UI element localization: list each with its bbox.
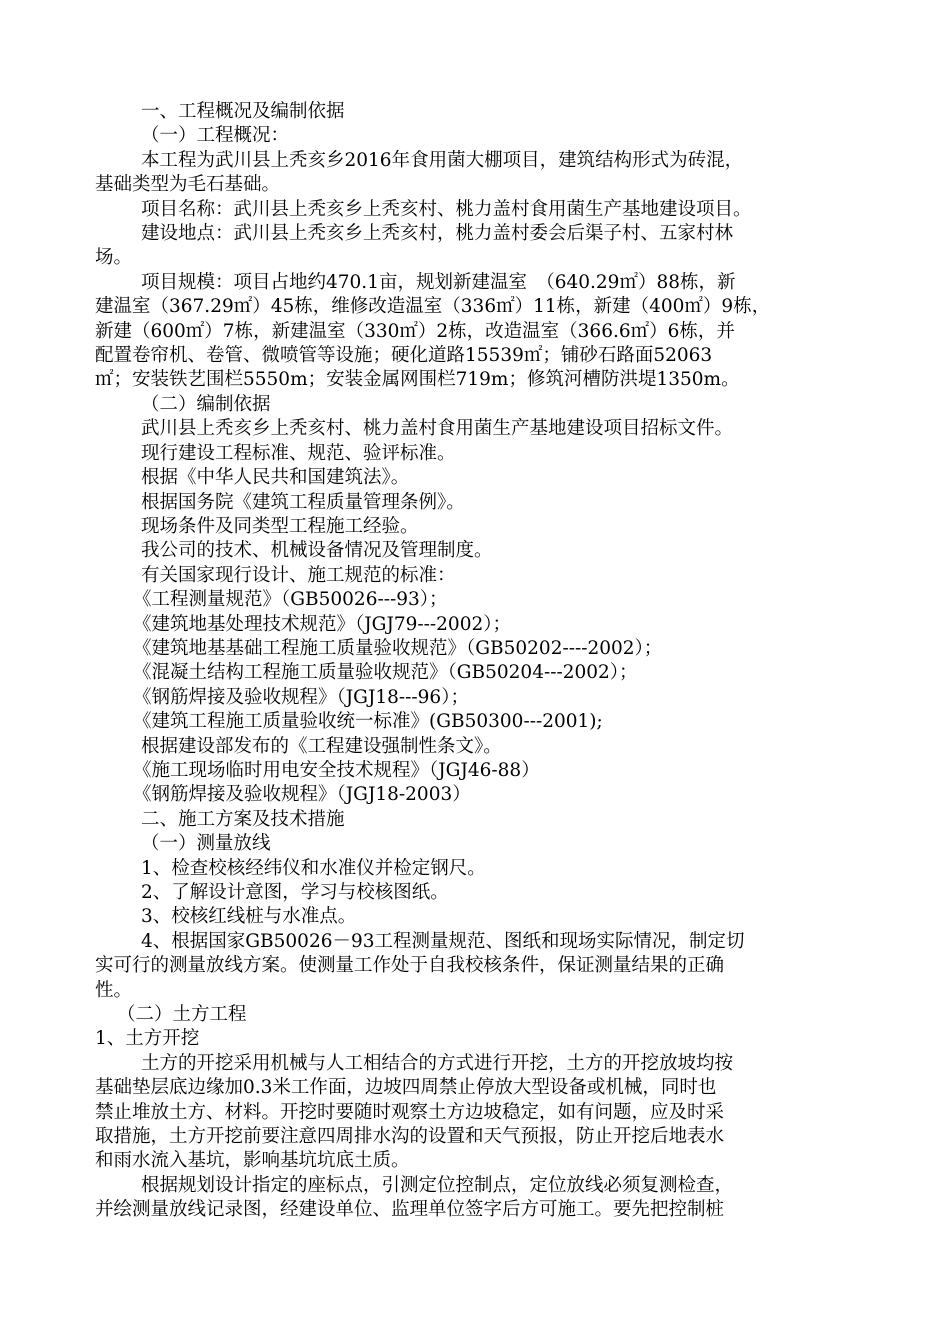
text-line: （一）工程概况： — [141, 125, 290, 147]
text-line: 《钢筋焊接及验收规程》（JGJ18---96）； — [133, 686, 469, 708]
text-line: 有关国家现行设计、施工规范的标准： — [141, 564, 456, 586]
text-line: 实可行的测量放线方案。使测量工作处于自我校核条件，保证测量结果的正确 — [95, 955, 725, 977]
text-line: 项目规模：项目占地约470.1亩，规划新建温室 （640.29㎡）88栋，新 — [141, 271, 736, 293]
text-line: （一）测量放线 — [141, 833, 271, 855]
text-line: 项目名称：武川县上秃亥乡上秃亥村、桃力盖村食用菌生产基地建设项目。 — [141, 198, 752, 220]
text-line: 《钢筋焊接及验收规程》（JGJ18-2003） — [133, 784, 471, 806]
text-line: ㎡；安装铁艺围栏5550m；安装金属网围栏719m；修筑河槽防洪堤1350m。 — [95, 369, 740, 391]
text-line: 本工程为武川县上秃亥乡2016年食用菌大棚项目，建筑结构形式为砖混， — [141, 149, 744, 171]
text-line: 土方的开挖采用机械与人工相结合的方式进行开挖，土方的开挖放坡均按 — [141, 1052, 734, 1074]
text-line: 和雨水流入基坑，影响基坑坑底土质。 — [95, 1150, 410, 1172]
text-line: 《建筑地基处理技术规范》（JGJ79---2002）； — [133, 613, 511, 635]
text-line: 并绘测量放线记录图，经建设单位、监理单位签字后方可施工。要先把控制桩 — [95, 1199, 725, 1221]
text-line: 《施工现场临时用电安全技术规程》（JGJ46-88） — [133, 759, 540, 781]
text-line: 1、检查校核经纬仪和水准仪并检定钢尺。 — [141, 857, 486, 879]
text-line: 根据规划设计指定的座标点，引测定位控制点，定位放线必须复测检查， — [141, 1174, 734, 1196]
text-line: 现行建设工程标准、规范、验评标准。 — [141, 442, 456, 464]
text-line: 3、校核红线桩与水准点。 — [141, 906, 357, 928]
text-line: 根据《中华人民共和国建筑法》。 — [141, 467, 410, 489]
text-line: 4、根据国家GB50026－93工程测量规范、图纸和现场实际情况，制定切 — [141, 930, 745, 952]
text-line: 场。 — [95, 247, 133, 269]
text-line: （二）土方工程 — [117, 1004, 247, 1026]
text-line: 建设地点：武川县上秃亥乡上秃亥村，桃力盖村委会后渠子村、五家村林 — [141, 223, 734, 245]
text-line: 《建筑地基基础工程施工质量验收规范》（GB50202----2002）； — [133, 637, 663, 659]
text-line: 根据建设部发布的《工程建设强制性条文》。 — [141, 735, 502, 757]
text-line: 禁止堆放土方、材料。开挖时要随时观察土方边坡稳定，如有问题，应及时采 — [95, 1101, 725, 1123]
text-line: 武川县上秃亥乡上秃亥村、桃力盖村食用菌生产基地建设项目招标文件。 — [141, 418, 734, 440]
text-line: 二、施工方案及技术措施 — [141, 808, 345, 830]
text-line: 基础垫层底边缘加0.3米工作面，边坡四周禁止停放大型设备或机械，同时也 — [95, 1077, 717, 1099]
text-line: 新建（600㎡）7栋，新建温室（330㎡）2栋，改造温室（366.6㎡）6栋，并 — [95, 320, 735, 342]
text-line: （二）编制依据 — [141, 393, 271, 415]
text-line: 配置卷帘机、卷管、微喷管等设施；硬化道路15539㎡；铺砂石路面52063 — [95, 345, 713, 367]
text-line: 基础类型为毛石基础。 — [95, 174, 281, 196]
text-line: 现场条件及同类型工程施工经验。 — [141, 515, 419, 537]
text-line: 2、了解设计意图，学习与校核图纸。 — [141, 882, 449, 903]
text-line: 性。 — [95, 979, 133, 1001]
text-line: 《混凝土结构工程施工质量验收规范》（GB50204---2002）； — [133, 662, 638, 684]
text-line: 1、土方开挖 — [95, 1028, 200, 1050]
text-line: 《建筑工程施工质量验收统一标准》(GB50300---2001); — [133, 711, 603, 733]
text-line: 《工程测量规范》（GB50026---93）； — [133, 589, 448, 611]
text-line: 我公司的技术、机械设备情况及管理制度。 — [141, 540, 493, 562]
text-line: 根据国务院《建筑工程质量管理条例》。 — [141, 491, 465, 513]
document-page — [95, 100, 865, 1223]
text-line: 取措施，土方开挖前要注意四周排水沟的设置和天气预报，防止开挖后地表水 — [95, 1126, 725, 1148]
text-line: 建温室（367.29㎡）45栋，维修改造温室（336㎡）11栋，新建（400㎡）9栋， — [95, 296, 771, 318]
text-line: 一、工程概况及编制依据 — [141, 101, 345, 122]
